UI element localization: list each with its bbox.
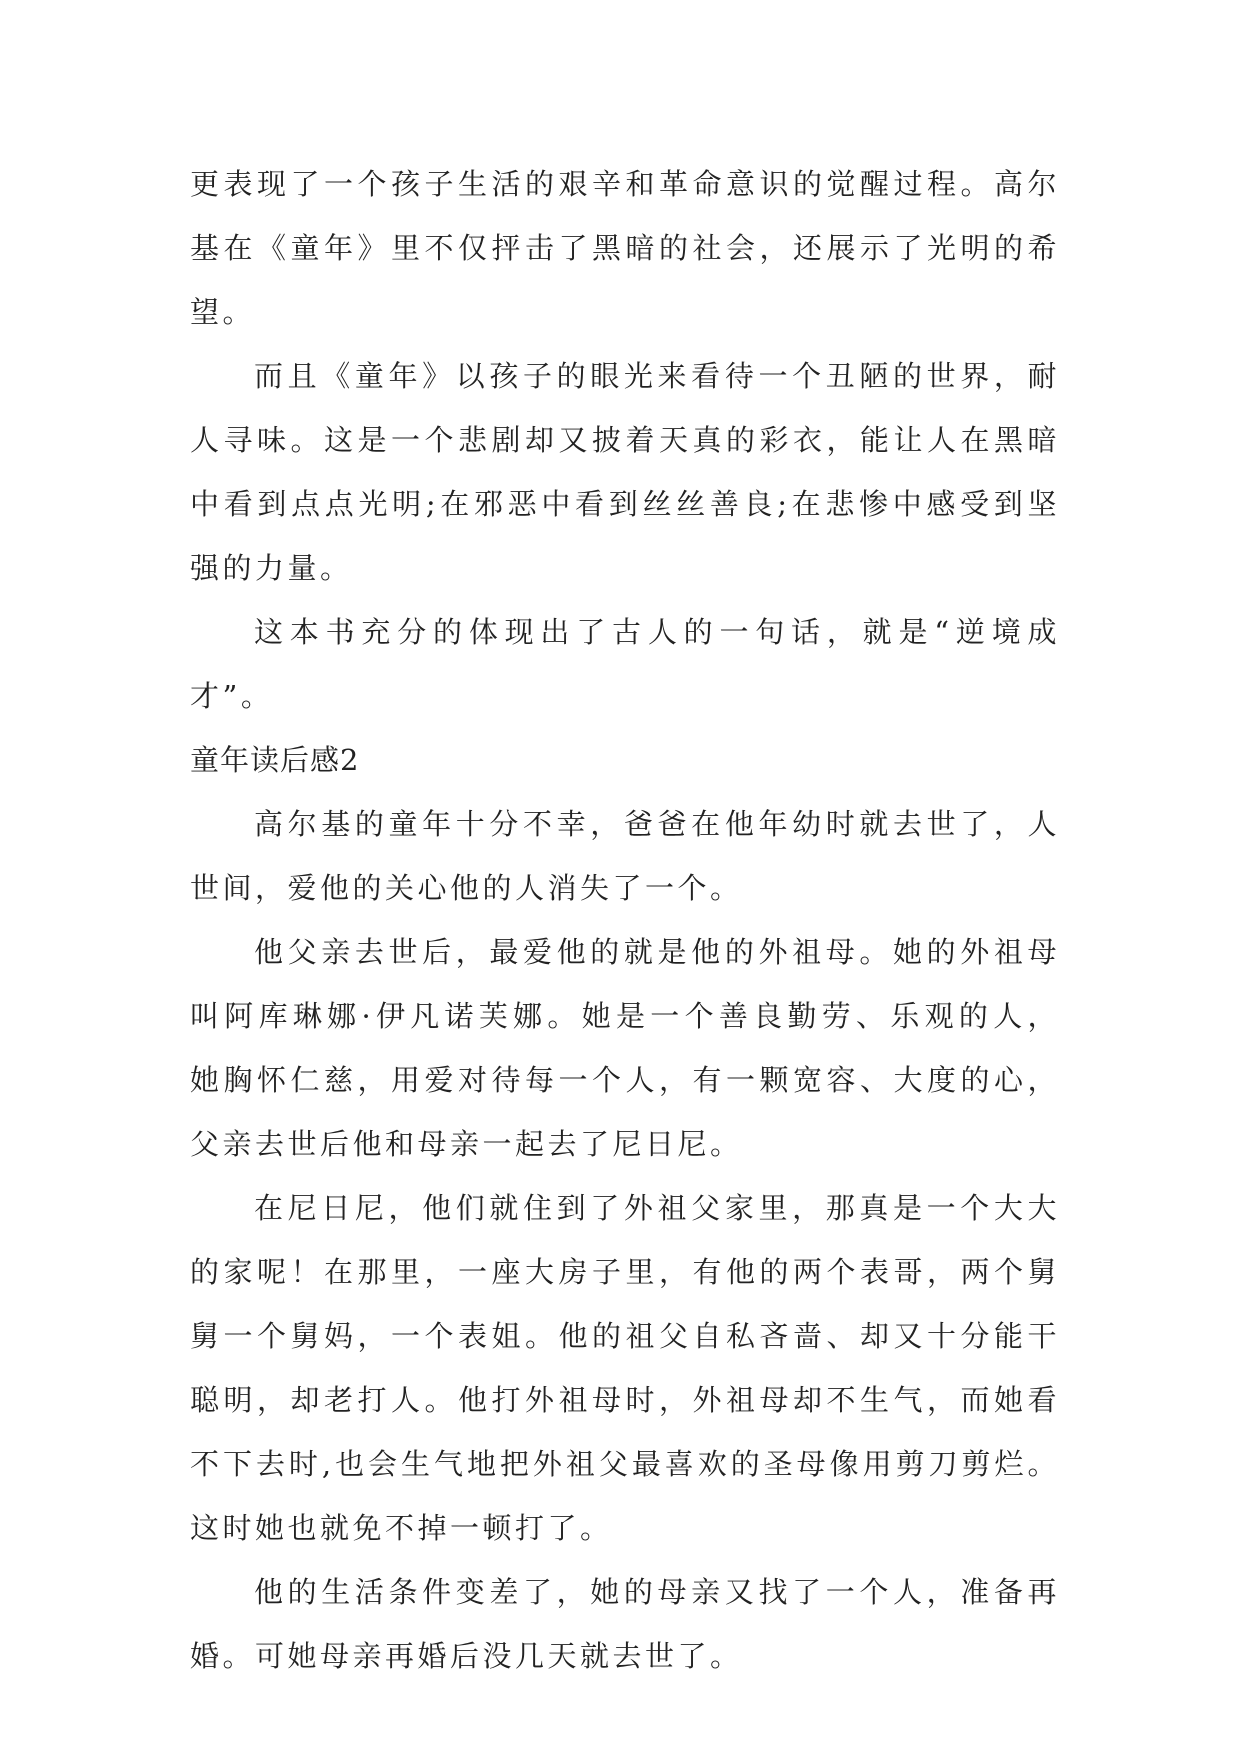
text-line: 舅一个舅妈，一个表姐。他的祖父自私吝啬、却又十分能干	[190, 1319, 1060, 1353]
text-line: 强的力量。	[190, 551, 353, 585]
text-line: 不下去时,也会生气地把外祖父最喜欢的圣母像用剪刀剪烂。	[190, 1447, 1060, 1481]
section-heading: 童年读后感2	[190, 743, 360, 777]
text-line: 才”。	[190, 679, 274, 713]
text-line: 叫阿库琳娜·伊凡诺芙娜。她是一个善良勤劳、乐观的人，	[190, 999, 1060, 1033]
text-line: 的家呢！在那里，一座大房子里，有他的两个表哥，两个舅	[190, 1255, 1060, 1289]
text-line: 世间，爱他的关心他的人消失了一个。	[190, 871, 743, 905]
text-line: 他父亲去世后，最爱他的就是他的外祖母。她的外祖母	[254, 935, 1060, 969]
text-line: 这时她也就免不掉一顿打了。	[190, 1511, 613, 1545]
text-line: 聪明，却老打人。他打外祖母时，外祖母却不生气，而她看	[190, 1383, 1060, 1417]
text-line: 父亲去世后他和母亲一起去了尼日尼。	[190, 1127, 743, 1161]
text-line: 他的生活条件变差了，她的母亲又找了一个人，准备再	[254, 1575, 1060, 1609]
text-line: 基在《童年》里不仅抨击了黑暗的社会，还展示了光明的希	[190, 231, 1060, 265]
text-line: 望。	[190, 295, 256, 329]
text-line: 更表现了一个孩子生活的艰辛和革命意识的觉醒过程。高尔	[190, 167, 1060, 201]
text-line: 人寻味。这是一个悲剧却又披着天真的彩衣，能让人在黑暗	[190, 423, 1060, 457]
text-line: 这本书充分的体现出了古人的一句话，就是“逆境成	[254, 615, 1060, 649]
document-body	[190, 152, 1060, 1688]
text-line: 她胸怀仁慈，用爱对待每一个人，有一颗宽容、大度的心，	[190, 1063, 1060, 1097]
text-line: 高尔基的童年十分不幸，爸爸在他年幼时就去世了，人	[254, 807, 1060, 841]
text-line: 中看到点点光明;在邪恶中看到丝丝善良;在悲惨中感受到坚	[190, 487, 1060, 521]
text-line: 在尼日尼，他们就住到了外祖父家里，那真是一个大大	[254, 1191, 1060, 1225]
text-line: 婚。可她母亲再婚后没几天就去世了。	[190, 1639, 743, 1673]
text-line: 而且《童年》以孩子的眼光来看待一个丑陋的世界，耐	[254, 359, 1060, 393]
